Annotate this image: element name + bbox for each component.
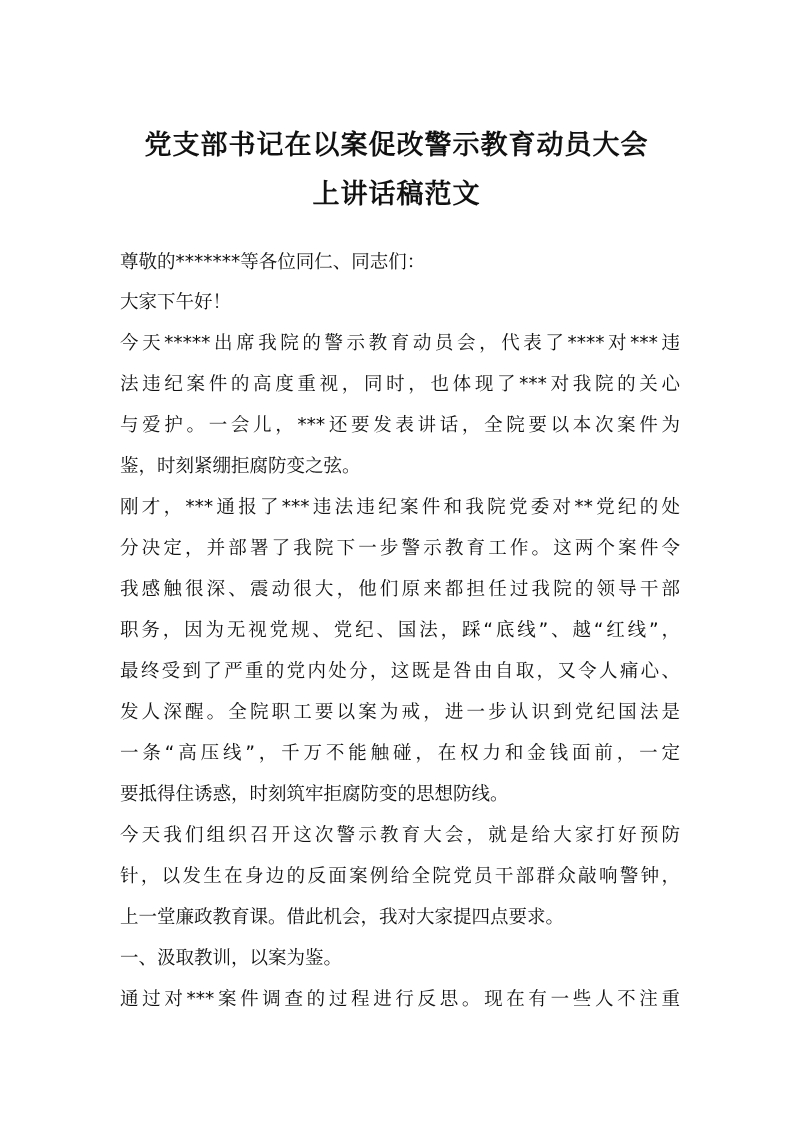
body-line: 针，以发生在身边的反面案例给全院党员干部群众敲响警钟， [120, 866, 680, 887]
body-line: 刚才，***通报了***违法违纪案件和我院党委对**党纪的处 [120, 497, 680, 518]
body-line: 一条“高压线”，千万不能触碰，在权力和金钱面前，一定 [120, 743, 680, 764]
body-line: 与爱护。一会儿，***还要发表讲话，全院要以本次案件为 [120, 415, 680, 436]
body-line-greeting: 大家下午好！ [120, 292, 232, 313]
body-line: 发人深醒。全院职工要以案为戒，进一步认识到党纪国法是 [120, 702, 680, 723]
body-line: 我感触很深、震动很大，他们原来都担任过我院的领导干部 [120, 579, 680, 600]
title-line-1: 党支部书记在以案促改警示教育动员大会 [144, 130, 649, 161]
title-line-2: 上讲话稿范文 [312, 179, 481, 210]
section-heading: 一、汲取教训，以案为鉴。 [120, 948, 343, 969]
body-line: 今天*****出席我院的警示教育动员会，代表了****对***违 [120, 333, 680, 354]
body-line: 要抵得住诱惑，时刻筑牢拒腐防变的思想防线。 [120, 784, 509, 805]
body-line: 法违纪案件的高度重视，同时，也体现了***对我院的关心 [120, 374, 680, 395]
body-line: 分决定，并部署了我院下一步警示教育工作。这两个案件令 [120, 538, 680, 559]
body-line-salutation: 尊敬的*******等各位同仁、同志们： [120, 252, 426, 273]
body-line: 最终受到了严重的党内处分，这既是咎由自取，又令人痛心、 [120, 661, 680, 682]
body-line: 今天我们组织召开这次警示教育大会，就是给大家打好预防 [120, 825, 680, 846]
body-line: 鉴，时刻紧绷拒腐防变之弦。 [120, 456, 361, 477]
body-line: 职务，因为无视党规、党纪、国法，踩“底线”、越“红线”， [120, 620, 680, 641]
body-line: 上一堂廉政教育课。借此机会，我对大家提四点要求。 [120, 907, 565, 928]
body-line: 通过对***案件调查的过程进行反思。现在有一些人不注重 [120, 989, 680, 1010]
